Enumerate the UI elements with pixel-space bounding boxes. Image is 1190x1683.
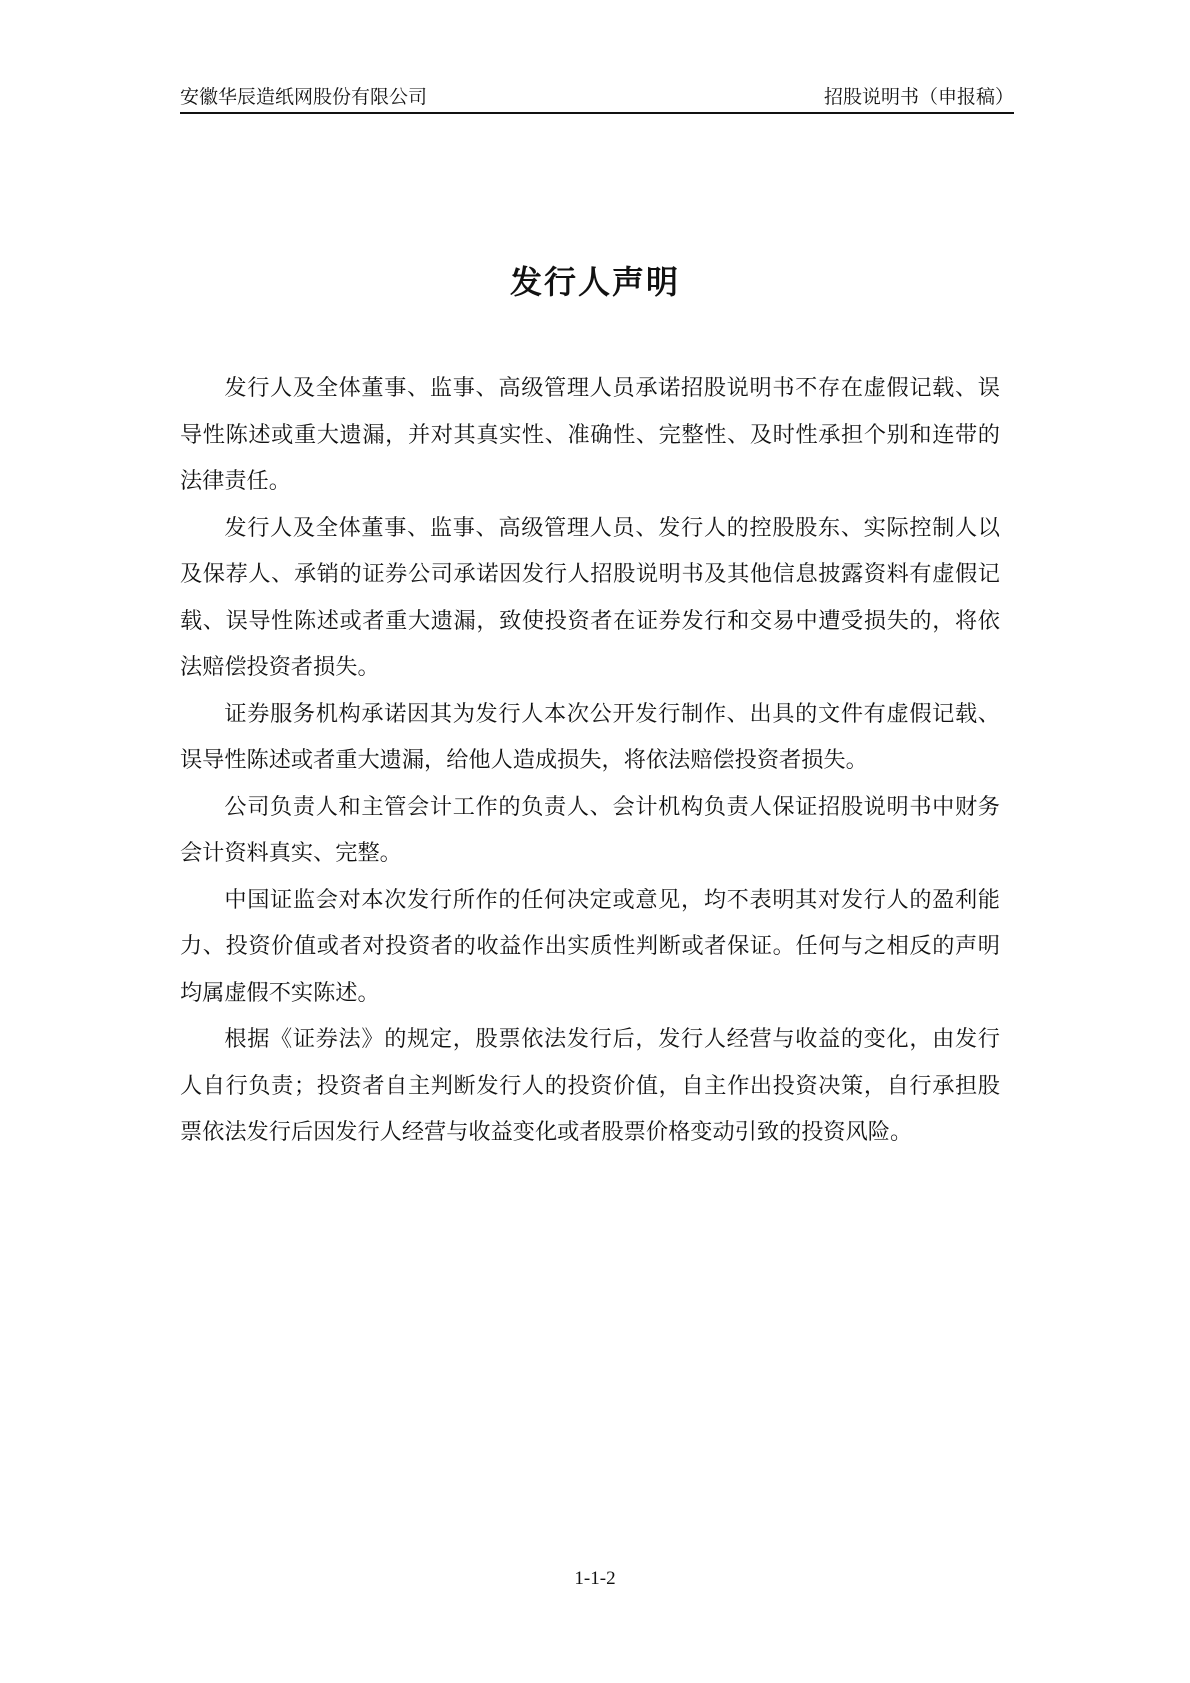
page-number: 1-1-2 xyxy=(574,1568,616,1589)
paragraph-financial-guarantee: 公司负责人和主管会计工作的负责人、会计机构负责人保证招股说明书中财务会计资料真实、完整。 xyxy=(180,793,1000,866)
page-title: 发行人声明 xyxy=(509,263,680,301)
declaration-body xyxy=(180,365,1000,1156)
header-document-type: 招股说明书（申报稿） xyxy=(823,86,1014,108)
paragraph-service-institution-commitment: 证券服务机构承诺因其为发行人本次公开发行制作、出具的文件有虚假记载、误导性陈述或者重大遗漏，给他人造成损失，将依法赔偿投资者损失。 xyxy=(180,700,1000,773)
paragraph-csrc-statement: 中国证监会对本次发行所作的任何决定或意见，均不表明其对发行人的盈利能力、投资价值或者对投资者的收益作出实质性判断或者保证。任何与之相反的声明均属虚假不实陈述。 xyxy=(180,886,1000,1006)
page-header xyxy=(180,84,1014,114)
paragraph-issuer-commitment: 发行人及全体董事、监事、高级管理人员承诺招股说明书不存在虚假记载、误导性陈述或重大遗漏，并对其真实性、准确性、完整性、及时性承担个别和连带的法律责任。 xyxy=(180,375,1000,494)
header-company-name: 安徽华辰造纸网股份有限公司 xyxy=(180,86,428,108)
paragraph-investment-risk: 根据《证券法》的规定，股票依法发行后，发行人经营与收益的变化，由发行人自行负责；投资者自主判断发行人的投资价值，自主作出投资决策，自行承担股票依法发行后因发行人经营与收益变化或者股票价格变动引致的投资风险。 xyxy=(180,1026,1000,1145)
paragraph-compensation-commitment: 发行人及全体董事、监事、高级管理人员、发行人的控股股东、实际控制人以及保荐人、承销的证券公司承诺因发行人招股说明书及其他信息披露资料有虚假记载、误导性陈述或者重大遗漏，致使投资者在证券发行和交易中遭受损失的，将依法赔偿投资者损失。 xyxy=(180,514,1000,680)
